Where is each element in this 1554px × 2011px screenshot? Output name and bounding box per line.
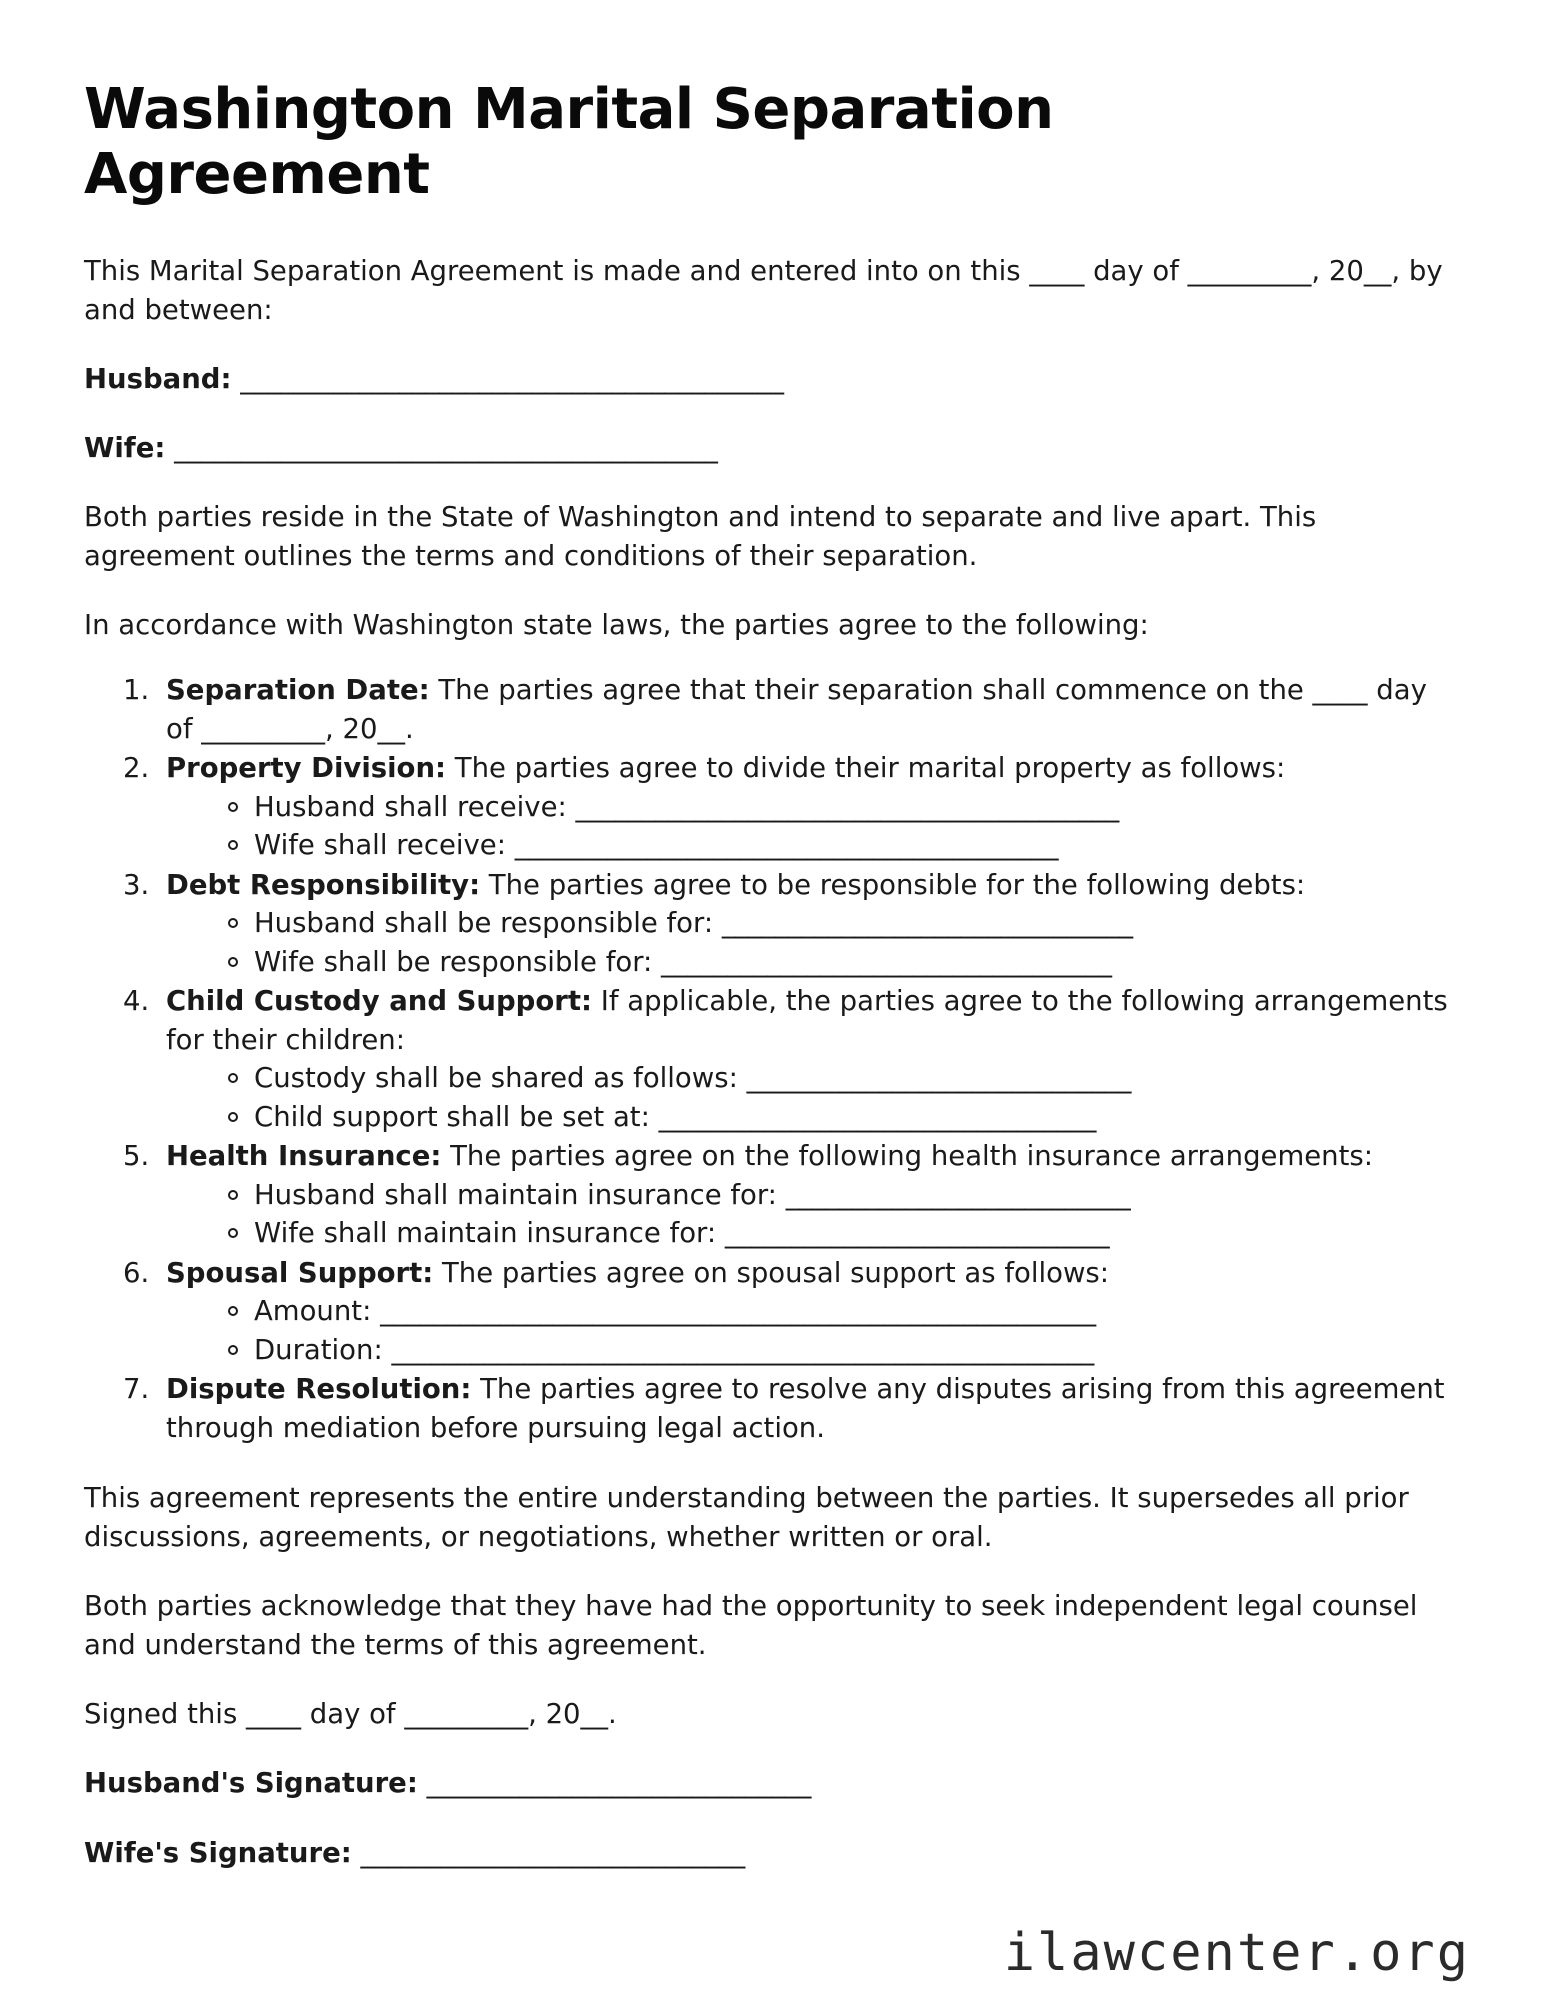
subitem-blank[interactable]: _________________________________________ — [575, 790, 1119, 823]
list-item — [226, 788, 1458, 827]
clause-item — [158, 749, 1458, 865]
subitem-label: Duration: — [254, 1333, 383, 1366]
subitem-label: Wife shall be responsible for: — [254, 945, 653, 978]
list-item — [226, 904, 1458, 943]
subitem-blank[interactable]: __________________________ — [785, 1178, 1131, 1211]
hollow-circle-bullet-icon — [228, 840, 238, 850]
party-blank-wife[interactable]: _________________________________________ — [174, 432, 718, 465]
signature-field-wife — [84, 1834, 1458, 1873]
list-item — [226, 1098, 1458, 1137]
page-title: Washington Marital Separation Agreement — [84, 77, 1054, 207]
list-item — [226, 826, 1458, 865]
clause-list — [84, 671, 1458, 1447]
signed-date-line: Signed this ____ day of _________, 20__. — [84, 1698, 617, 1731]
subitem-blank[interactable]: _______________________________ — [721, 907, 1133, 940]
clause-text: The parties agree to resolve any disputes arising from this agreement through mediation before pursuing legal action. — [166, 1373, 1445, 1444]
clause-item — [158, 1137, 1458, 1253]
closing-paragraph-2: Both parties acknowledge that they have had the opportunity to seek independent legal counsel and understand the terms of this agreement. — [84, 1590, 1418, 1662]
party-label-wife: Wife: — [84, 432, 166, 465]
clause-item — [158, 1254, 1458, 1370]
closing-paragraph-1: This agreement represents the entire understanding between the parties. It supersedes all prior discussions, agreements, or negotiations, whether written or oral. — [84, 1482, 1409, 1554]
clause-subitem-list — [166, 1176, 1458, 1253]
clause-term: Spousal Support: — [166, 1256, 434, 1289]
subitem-blank[interactable]: ______________________________________________________ — [380, 1295, 1096, 1328]
hollow-circle-bullet-icon — [228, 918, 238, 928]
signature-label-wife: Wife's Signature: — [84, 1836, 352, 1869]
clause-text: The parties agree to divide their marital property as follows: — [446, 752, 1286, 785]
hollow-circle-bullet-icon — [228, 1190, 238, 1200]
hollow-circle-bullet-icon — [228, 1228, 238, 1238]
subitem-blank[interactable]: _____________________________________________________ — [391, 1333, 1094, 1366]
hollow-circle-bullet-icon — [228, 1306, 238, 1316]
clause-text: The parties agree on spousal support as follows: — [433, 1256, 1110, 1289]
clause-term: Property Division: — [166, 752, 447, 785]
clause-item — [158, 671, 1458, 748]
clause-term: Separation Date: — [166, 674, 430, 707]
subitem-label: Husband shall be responsible for: — [254, 907, 714, 940]
subitem-label: Wife shall receive: — [254, 829, 506, 862]
footer-watermark: ilawcenter.org — [1003, 1923, 1470, 1983]
party-label-husband: Husband: — [84, 363, 232, 395]
hollow-circle-bullet-icon — [228, 802, 238, 812]
list-item — [226, 1331, 1458, 1370]
subitem-label: Custody shall be shared as follows: — [254, 1062, 738, 1095]
clause-item — [158, 866, 1458, 982]
clause-term: Child Custody and Support: — [166, 985, 592, 1018]
hollow-circle-bullet-icon — [228, 1073, 238, 1083]
subitem-blank[interactable]: _________________________________ — [658, 1100, 1096, 1133]
clause-subitem-list — [166, 904, 1458, 981]
signature-field-husband — [84, 1764, 1458, 1803]
clause-term: Debt Responsibility: — [166, 868, 481, 901]
list-item — [226, 1292, 1458, 1331]
clause-text: The parties agree on the following health insurance arrangements: — [441, 1140, 1373, 1173]
intro-paragraph: This Marital Separation Agreement is made and entered into on this ____ day of _________, 20__, by and between: — [84, 254, 1443, 326]
clause-text: The parties agree that their separation shall commence on the ____ day of _________, 20__. — [166, 674, 1427, 745]
agreement-lead-paragraph: In accordance with Washington state laws, the parties agree to the following: — [84, 609, 1149, 642]
list-item — [226, 1176, 1458, 1215]
subitem-label: Wife shall maintain insurance for: — [254, 1217, 717, 1250]
list-item — [226, 943, 1458, 982]
subitem-label: Child support shall be set at: — [254, 1100, 650, 1133]
party-field-husband — [84, 360, 1458, 399]
clause-subitem-list — [166, 1292, 1458, 1369]
subitem-blank[interactable]: __________________________________ — [661, 945, 1112, 978]
party-field-wife — [84, 429, 1458, 468]
hollow-circle-bullet-icon — [228, 1345, 238, 1355]
hollow-circle-bullet-icon — [228, 1112, 238, 1122]
subitem-blank[interactable]: _________________________________________ — [514, 829, 1058, 862]
subitem-label: Amount: — [254, 1295, 372, 1328]
subitem-label: Husband shall maintain insurance for: — [254, 1178, 777, 1211]
signature-blank-husband[interactable]: _____________________________ — [426, 1767, 811, 1800]
clause-term: Health Insurance: — [166, 1140, 442, 1173]
subitem-blank[interactable]: _____________________________ — [724, 1217, 1110, 1250]
clause-item — [158, 982, 1458, 1136]
subitem-label: Husband shall receive: — [254, 790, 567, 823]
list-item — [226, 1214, 1458, 1253]
hollow-circle-bullet-icon — [228, 957, 238, 967]
clause-subitem-list — [166, 1059, 1458, 1136]
clause-subitem-list — [166, 788, 1458, 865]
residency-paragraph: Both parties reside in the State of Washington and intend to separate and live apart. This agreement outlines the terms and conditions of their separation. — [84, 501, 1317, 573]
signature-label-husband: Husband's Signature: — [84, 1767, 418, 1800]
clause-text: If applicable, the parties agree to the following arrangements for their children: — [166, 985, 1448, 1056]
signature-blank-wife[interactable]: _____________________________ — [360, 1836, 745, 1869]
clause-term: Dispute Resolution: — [166, 1373, 472, 1406]
party-blank-husband[interactable]: _________________________________________ — [240, 363, 784, 395]
clause-item — [158, 1370, 1458, 1447]
list-item — [226, 1059, 1458, 1098]
subitem-blank[interactable]: _____________________________ — [746, 1062, 1131, 1095]
clause-text: The parties agree to be responsible for the following debts: — [480, 868, 1306, 901]
